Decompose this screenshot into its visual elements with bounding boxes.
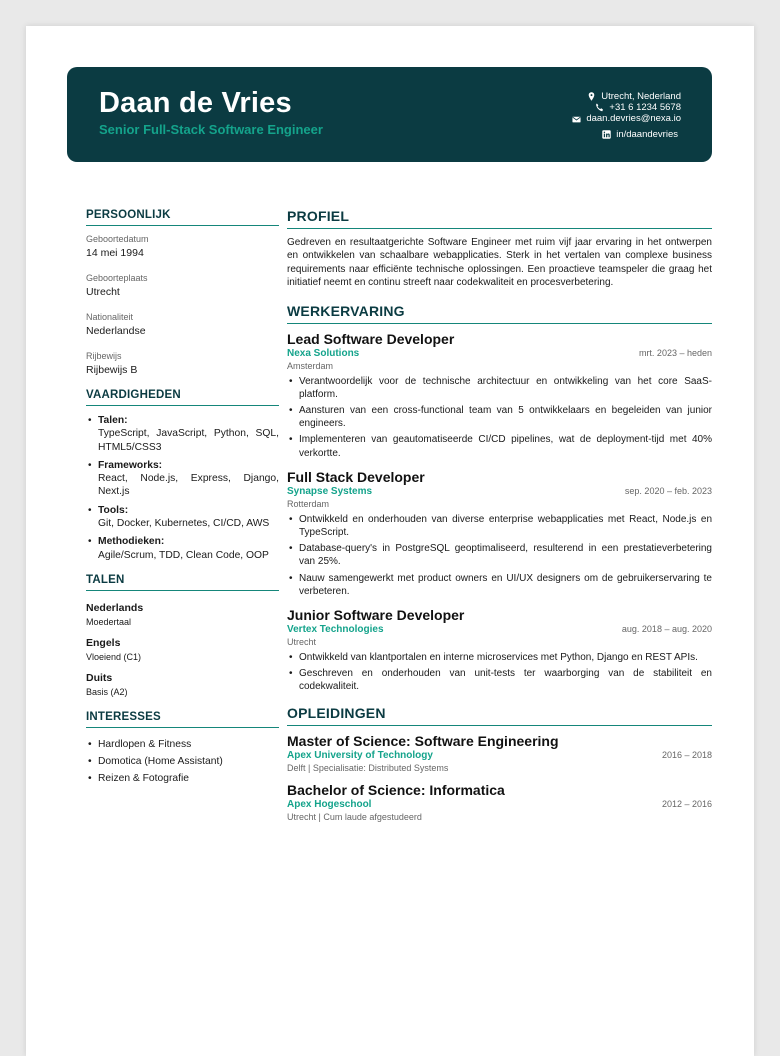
edu-degree: Bachelor of Science: Informatica: [287, 781, 505, 798]
personal-fields: [86, 234, 279, 376]
job-location: Rotterdam: [287, 498, 330, 509]
interests-list: [86, 739, 279, 785]
personal-field: Geboortedatum 14 mei 1994: [86, 234, 149, 259]
personal-heading: PERSOONLIJK: [86, 209, 279, 226]
skills-heading: VAARDIGHEDEN: [86, 389, 279, 406]
map-pin-icon: [587, 92, 596, 101]
contact-phone: +31 6 1234 5678: [572, 102, 681, 113]
contact-block: [572, 91, 681, 140]
edu-dates: 2016 – 2018: [661, 749, 712, 760]
job-dates: sep. 2020 – feb. 2023: [624, 485, 712, 496]
edu-detail: Delft | Specialisatie: Distributed Systems: [287, 762, 449, 773]
list-item: • Verantwoordelijk voor de technische architectuur en ontwikkeling van het core SaaS-platform.: [287, 375, 712, 401]
profile-text: Gedreven en resultaatgerichte Software Engineer met ruim vijf jaar ervaring in het ontwerpen en ontwikkelen van schaalbare webapplicaties. Sterk in het vertalen van complexe business requirements naar efficiënte technische oplossingen. Een proactieve teamspeler die graag het initiatief neemt en continu streeft naar codekwaliteit en procesverbetering.: [287, 237, 712, 289]
job-bullets: [287, 651, 712, 694]
edu-dates: 2012 – 2016: [661, 798, 712, 809]
edu-degree: Master of Science: Software Engineering: [287, 732, 559, 749]
job-company: Synapse Systems: [287, 485, 373, 497]
left-column: [86, 209, 279, 790]
list-item: • Implementeren van geautomatiseerde CI/CD pipelines, wat de deployment-tijd met 40% verkortte.: [287, 433, 712, 459]
list-item: • Aansturen van een cross-functional team van 5 ontwikkelaars en begeleiden van junior engineers.: [287, 404, 712, 430]
job-role: Lead Software Developer: [287, 330, 455, 347]
envelope-icon: [572, 115, 581, 124]
personal-field: Geboorteplaats Utrecht: [86, 273, 148, 298]
languages-heading: TALEN: [86, 574, 279, 591]
job-dates: aug. 2018 – aug. 2020: [621, 624, 712, 635]
profile-heading: PROFIEL: [287, 208, 712, 229]
list-item: • Database-query's in PostgreSQL geoptimaliseerd, resulterend in een prestatieverbetering van 25%.: [287, 542, 712, 568]
personal-field: Nationaliteit Nederlandse: [86, 312, 146, 337]
education-entry: [287, 733, 712, 773]
list-item: • Frameworks: React, Node.js, Express, Django, Next.js: [86, 459, 279, 499]
job-bullets: [287, 375, 712, 460]
linkedin-icon: [602, 130, 611, 139]
resume-header: [67, 67, 712, 162]
list-item: • Geschreven en onderhouden van unit-tests ter waarborging van de stabiliteit en codekwaliteit.: [287, 667, 712, 693]
list-item: Engels Vloeiend (C1): [86, 636, 142, 662]
contact-location: Utrecht, Nederland: [572, 91, 681, 102]
edu-school: Apex University of Technology: [287, 749, 433, 761]
job-entry: [287, 469, 712, 598]
list-item: • Ontwikkeld van klantportalen en interne microservices met Python, Django en REST APIs.: [287, 651, 712, 664]
job-role: Junior Software Developer: [287, 607, 465, 624]
languages-list: [86, 602, 279, 697]
edu-detail: Utrecht | Cum laude afgestudeerd: [287, 811, 422, 822]
experience-heading: WERKERVARING: [287, 303, 712, 324]
list-item: Nederlands Moedertaal: [86, 601, 144, 627]
list-item: • Methodieken: Agile/Scrum, TDD, Clean Code, OOP: [86, 535, 279, 562]
contact-linkedin[interactable]: in/daandevries: [572, 129, 678, 140]
job-company: Nexa Solutions: [287, 347, 360, 359]
job-role: Full Stack Developer: [287, 468, 425, 485]
list-item: • Ontwikkeld en onderhouden van diverse enterprise webapplicaties met React, Node.js en TypeScript.: [287, 513, 712, 539]
list-item: Duits Basis (A2): [86, 671, 128, 697]
right-column: [287, 208, 712, 831]
list-item: • Tools: Git, Docker, Kubernetes, CI/CD, AWS: [86, 504, 279, 531]
contact-email[interactable]: daan.devries@nexa.io: [572, 113, 681, 124]
education-entry: [287, 782, 712, 822]
education-heading: OPLEIDINGEN: [287, 705, 712, 726]
list-item: • Reizen & Fotografie: [86, 773, 279, 785]
job-company: Vertex Technologies: [287, 624, 384, 636]
phone-icon: [595, 103, 604, 112]
interests-heading: INTERESSES: [86, 711, 279, 728]
candidate-title: Senior Full-Stack Software Engineer: [99, 122, 323, 137]
personal-field: Rijbewijs Rijbewijs B: [86, 351, 138, 376]
list-item: • Talen: TypeScript, JavaScript, Python, SQL, HTML5/CSS3: [86, 414, 279, 454]
job-bullets: [287, 513, 712, 598]
job-entry: [287, 331, 712, 460]
job-entry: [287, 607, 712, 694]
list-item: • Domotica (Home Assistant): [86, 756, 279, 768]
candidate-name: Daan de Vries: [99, 87, 292, 119]
list-item: • Nauw samengewerkt met product owners en UI/UX designers om de gebruikerservaring te verbeteren.: [287, 572, 712, 598]
job-location: Amsterdam: [287, 360, 334, 371]
job-dates: mrt. 2023 – heden: [638, 347, 712, 358]
job-location: Utrecht: [287, 637, 317, 648]
skills-list: [86, 414, 279, 562]
resume-page: [26, 26, 754, 1056]
list-item: • Hardlopen & Fitness: [86, 739, 279, 751]
edu-school: Apex Hogeschool: [287, 798, 372, 810]
